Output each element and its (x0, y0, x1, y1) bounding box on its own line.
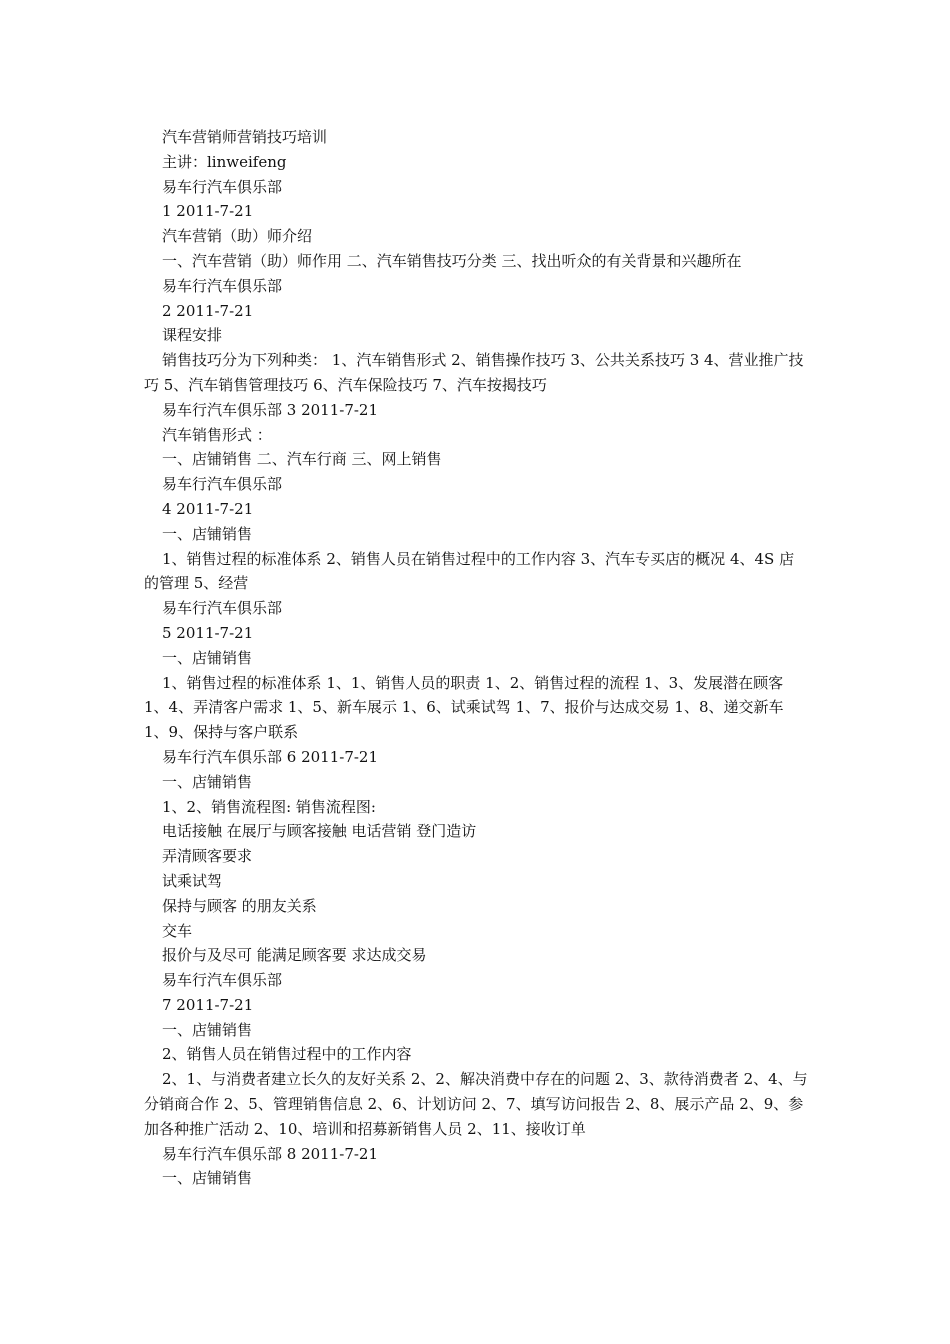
section-heading: 汽车销售形式 ： (162, 425, 272, 444)
paragraph: 2、销售人员在销售过程中的工作内容 (162, 1045, 412, 1064)
section-heading: 一、店铺销售 (162, 1169, 253, 1188)
footer-club-name: 易车行汽车俱乐部 (162, 971, 283, 990)
paragraph: 1、2、销售流程图: 销售流程图: (162, 797, 376, 816)
page-number-date: 5 2011-7-21 (162, 623, 254, 642)
footer-club-name: 易车行汽车俱乐部 8 2011-7-21 (162, 1144, 379, 1163)
footer-club-name: 易车行汽车俱乐部 (162, 475, 283, 494)
page-number-date: 1 2011-7-21 (162, 202, 254, 221)
paragraph: 交车 (162, 921, 193, 940)
paragraph: 电话接触 在展厅与顾客接触 电话营销 登门造访 (162, 822, 477, 841)
footer-club-name: 易车行汽车俱乐部 (162, 177, 283, 196)
paragraph: 弄清顾客要求 (162, 847, 253, 866)
footer-club-name: 易车行汽车俱乐部 (162, 276, 283, 295)
page-number-date: 7 2011-7-21 (162, 995, 254, 1014)
paragraph: 报价与及尽可 能满足顾客要 求达成交易 (162, 946, 427, 965)
section-heading: 一、店铺销售 (162, 772, 253, 791)
paragraph: 试乘试驾 (162, 871, 223, 890)
speaker-line: 主讲：linweifeng (162, 152, 287, 171)
paragraph: 一、店铺销售 二、汽车行商 三、网上销售 (162, 450, 442, 469)
section-heading: 课程安排 (162, 326, 223, 345)
footer-club-name: 易车行汽车俱乐部 (162, 599, 283, 618)
page-number-date: 4 2011-7-21 (162, 499, 254, 518)
section-heading: 一、店铺销售 (162, 648, 253, 667)
paragraph: 销售技巧分为下列种类： 1、汽车销售形式 2、销售操作技巧 3、公共关系技巧 3 4、营业推广技巧 5、汽车销售管理技巧 6、汽车保险技巧 7、汽车按揭技巧 (144, 351, 804, 394)
section-heading: 汽车营销（助）师介绍 (162, 227, 313, 246)
section-heading: 一、店铺销售 (162, 524, 253, 543)
paragraph: 1、销售过程的标准体系 2、销售人员在销售过程中的工作内容 3、汽车专买店的概况 4、4S 店的管理 5、经营 (144, 549, 795, 593)
document-body (144, 125, 808, 1191)
paragraph: 2、1、与消费者建立长久的友好关系 2、2、解决消费中存在的问题 2、3、款待消费者 2、4、与分销商合作 2、5、管理销售信息 2、6、计划访问 2、7、填写访问报告 2、8、展示产品 2、9、参加各种推广活动 2、10、培训和招募新销售人员 2、11、接收订单 (144, 1070, 808, 1138)
doc-title: 汽车营销师营销技巧培训 (162, 128, 328, 146)
paragraph: 保持与顾客 的朋友关系 (162, 896, 317, 915)
section-heading: 一、店铺销售 (162, 1020, 253, 1039)
footer-club-name: 易车行汽车俱乐部 6 2011-7-21 (162, 747, 379, 766)
paragraph: 一、汽车营销（助）师作用 二、汽车销售技巧分类 三、找出听众的有关背景和兴趣所在 (162, 251, 742, 270)
page-number-date: 2 2011-7-21 (162, 301, 254, 320)
paragraph: 1、销售过程的标准体系 1、1、销售人员的职责 1、2、销售过程的流程 1、3、发展潜在顾客 1、4、弄清客户需求 1、5、新车展示 1、6、试乘试驾 1、7、报价与达成交易 1、8、递交新车 1、9、保持与客户联系 (144, 673, 784, 742)
footer-club-name: 易车行汽车俱乐部 3 2011-7-21 (162, 400, 379, 419)
